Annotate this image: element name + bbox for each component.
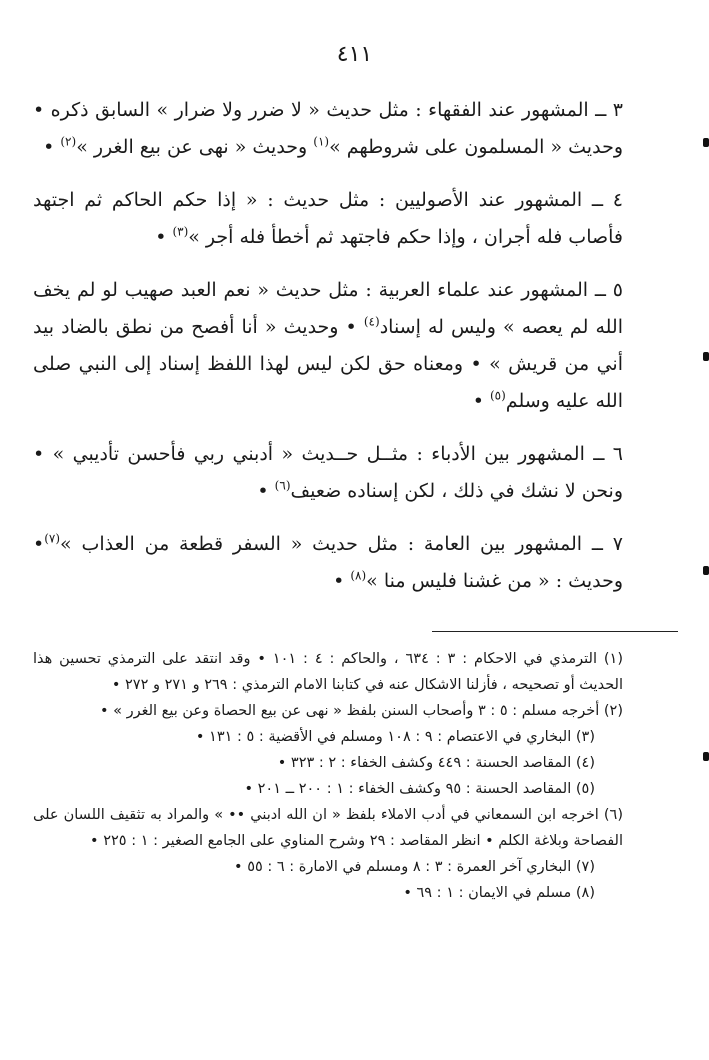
footnote-ref-7: (٧): [44, 531, 61, 546]
footnote-6: (٦) اخرجه ابن السمعاني في أدب الاملاء بلفظ « ان الله ادبني •• » والمراد به تثقيف اللسان على الفصاحة وبلاغة الكلم • انظر المقاصد : ٢٩ وشرح المناوي على الجامع الصغير : ١ : ٢٢٥ •: [33, 807, 623, 849]
footnote-ref-3: (٣): [172, 224, 189, 239]
paragraph-text: •: [43, 136, 61, 158]
paragraph-text: ٥ ــ المشهور عند علماء العربية : مثل حديث « نعم العبد صهيب لو لم يخف الله لم يعصه » وليس له إسناد: [33, 279, 623, 338]
paragraph-text: ٤ ــ المشهور عند الأصوليين : مثل حديث : « إذا حكم الحاكم ثم اجتهد فأصاب فله أجران ، وإذا حكم فاجتهد ثم أخطأ فله أجر »: [33, 189, 623, 248]
paragraph-text: • وحديث « أنا أفصح من نطق بالضاد بيد أني من قريش » • ومعناه حق لكن ليس لهذا اللفظ إسناد إلى النبي صلى الله عليه وسلم: [33, 316, 623, 412]
paragraph-text: •: [257, 480, 275, 502]
footnote-ref-8: (٨): [350, 568, 367, 583]
footnote-1: (١) الترمذي في الاحكام : ٣ : ٦٣٤ ، والحاكم : ٤ : ١٠١ • وقد انتقد على الترمذي تحسين هذا الحديث أو تصحيحه ، فأزلنا الاشكال عنه في كتابنا الامام الترمذي : ٢٦٩ و ٢٧١ و ٢٧٢ •: [33, 651, 623, 693]
paragraph-famous-among-grammarians: [33, 272, 623, 420]
paragraph-text: • وحديث : « من غشنا فليس منا »: [33, 533, 623, 592]
paragraph-text: ٦ ــ المشهور بين الأدباء : مثــل حــديث « أدبني ربي فأحسن تأديبي » • ونحن لا نشك في ذلك ، لكن إسناده ضعيف: [33, 443, 623, 502]
footnote-2: (٢) أخرجه مسلم : ٥ : ٣ وأصحاب السنن بلفظ « نهى عن بيع الحصاة وعن بيع الغرر » •: [99, 703, 623, 719]
footnote-5: (٥) المقاصد الحسنة : ٩٥ وكشف الخفاء : ١ : ٢٠٠ ــ ٢٠١ •: [244, 781, 595, 797]
paragraph-text: ٣ ــ المشهور عند الفقهاء : مثل حديث « لا ضرر ولا ضرار » السابق ذكره • وحديث « المسلمون على شروطهم »: [33, 99, 623, 158]
paragraph-text: •: [333, 570, 351, 592]
footnote-3: (٣) البخاري في الاعتصام : ٩ : ١٠٨ ومسلم في الأقضية : ٥ : ١٣١ •: [195, 729, 595, 745]
footnote-ref-5: (٥): [489, 388, 506, 403]
paragraph-famous-among-literati: [33, 436, 623, 510]
page-number: ٤١١: [336, 42, 373, 67]
footnotes-section: [33, 646, 623, 906]
footnote-ref-6: (٦): [274, 478, 291, 493]
paragraph-text: وحديث « نهى عن بيع الغرر »: [76, 136, 314, 158]
footnote-separator-rule: [432, 631, 678, 632]
paragraph-text: ٧ ــ المشهور بين العامة : مثل حديث « السفر قطعة من العذاب »: [60, 533, 623, 555]
footnote-ref-1: (١): [313, 134, 330, 149]
paragraph-famous-among-public: [33, 526, 623, 600]
footnote-7: (٧) البخاري آخر العمرة : ٣ : ٨ ومسلم في الامارة : ٦ : ٥٥ •: [234, 859, 595, 875]
paragraph-famous-among-jurists: [33, 92, 623, 166]
paragraph-text: •: [155, 226, 173, 248]
page-edge-mark: [703, 566, 709, 575]
main-text-body: [33, 92, 623, 616]
footnote-ref-4: (٤): [363, 314, 380, 329]
footnote-ref-2: (٢): [60, 134, 77, 149]
page-edge-mark: [703, 752, 709, 761]
footnote-4: (٤) المقاصد الحسنة : ٤٤٩ وكشف الخفاء : ٢ : ٣٢٣ •: [277, 755, 595, 771]
footnote-8: (٨) مسلم في الايمان : ١ : ٦٩ •: [403, 885, 595, 901]
paragraph-famous-among-usulis: [33, 182, 623, 256]
page-edge-mark: [703, 138, 709, 147]
page-edge-mark: [703, 352, 709, 361]
paragraph-text: •: [472, 390, 490, 412]
